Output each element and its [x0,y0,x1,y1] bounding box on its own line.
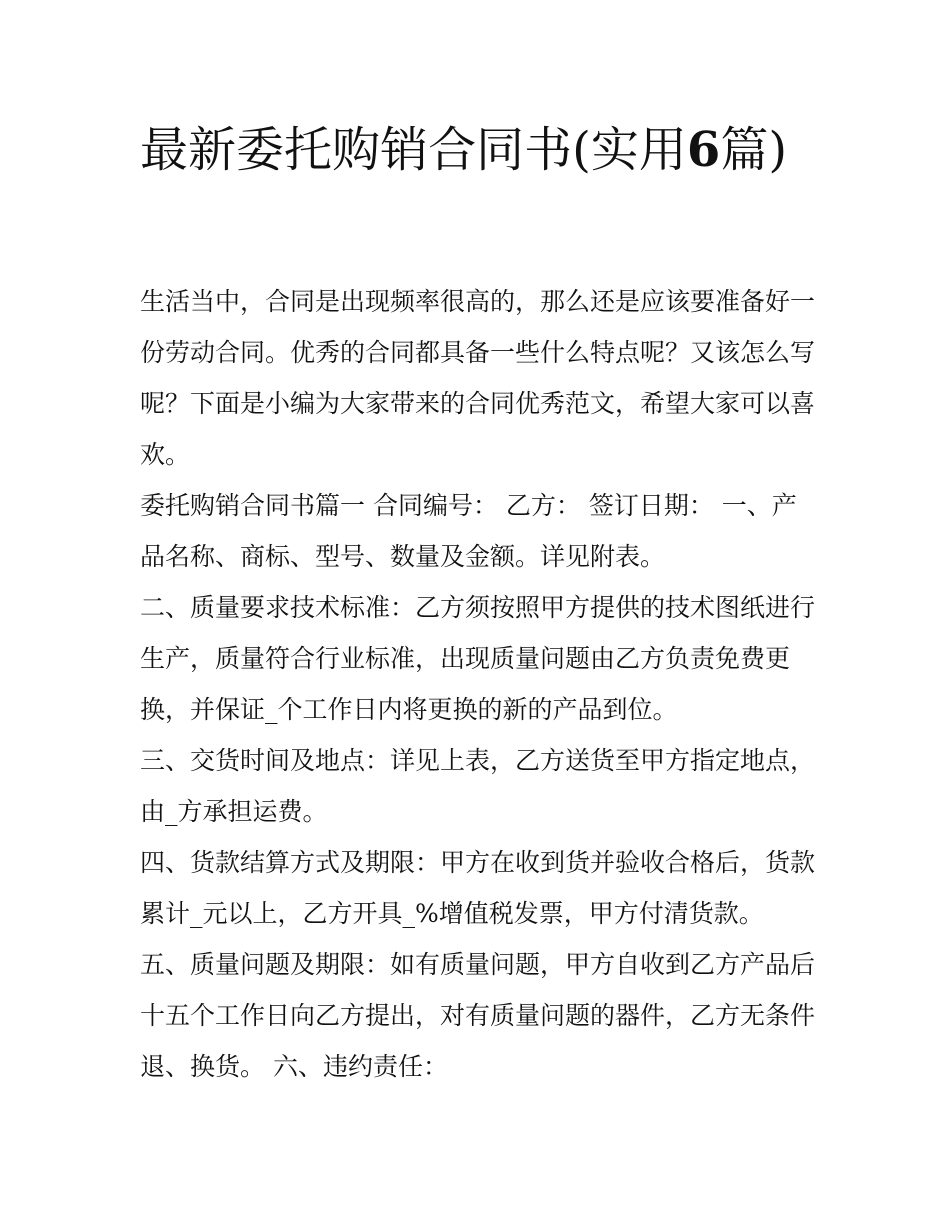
document-body [140,276,816,1092]
paragraph-payment: 四、货款结算方式及期限：甲方在收到货并验收合格后，货款累计_元以上，乙方开具_%增值税发票，甲方付清货款。 [140,848,816,928]
paragraph-quality-issues: 五、质量问题及期限：如有质量问题，甲方自收到乙方产品后十五个工作日向乙方提出，对有质量问题的器件，乙方无条件退、换货。 六、违约责任： [140,950,816,1081]
paragraph-contract-header: 委托购销合同书篇一 合同编号： 乙方： 签订日期： 一、产品名称、商标、型号、数量及金额。详见附表。 [140,491,797,571]
paragraph-quality-standard: 二、质量要求技术标准：乙方须按照甲方提供的技术图纸进行生产，质量符合行业标准，出现质量问题由乙方负责免费更换，并保证_个工作日内将更换的新的产品到位。 [140,593,816,724]
document-title: 最新委托购销合同书(实用6篇) [140,122,788,178]
paragraph-intro: 生活当中，合同是出现频率很高的，那么还是应该要准备好一份劳动合同。优秀的合同都具备一些什么特点呢？又该怎么写呢？下面是小编为大家带来的合同优秀范文，希望大家可以喜欢。 [140,287,816,469]
paragraph-delivery: 三、交货时间及地点：详见上表，乙方送货至甲方指定地点，由_方承担运费。 [140,746,816,826]
